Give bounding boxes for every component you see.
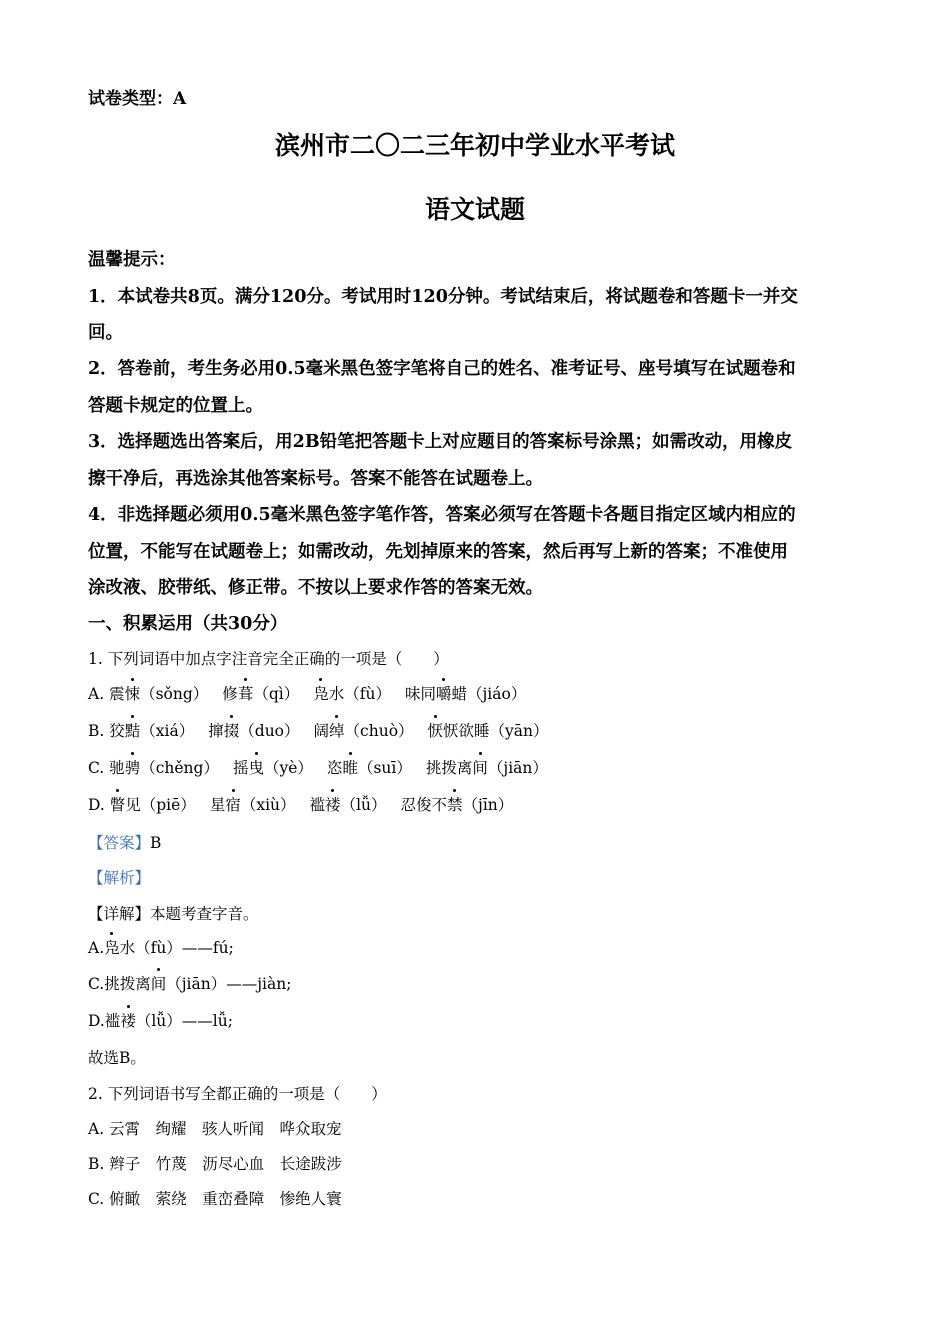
dotted-char: 睢 (342, 756, 358, 778)
question-1-option-d (88, 793, 513, 815)
question-2-option-c: C. 俯瞰 萦绕 重峦叠障 惨绝人寰 (88, 1190, 342, 1208)
word-text: 撺 (208, 722, 224, 740)
answer-line (88, 831, 161, 853)
explanation-text: D.褴 (88, 1012, 121, 1030)
notice-line: 位置，不能写在试题卷上；如需改动，先划掉原来的答案，然后再写上新的答案；不准使用 (88, 542, 788, 562)
pinyin-text: 见（piē） (125, 796, 196, 814)
explanation-text: （lǚ）——lǚ; (135, 1012, 233, 1030)
dotted-char: 宿 (225, 793, 241, 815)
dotted-char: 葺 (238, 682, 254, 704)
exam-title: 滨州市二〇二三年初中学业水平考试 (274, 131, 675, 160)
dotted-char: 间 (472, 756, 488, 778)
dotted-char: 曳 (248, 756, 264, 778)
pinyin-text: （yè） (263, 759, 313, 777)
pinyin-text: （xiù） (240, 796, 296, 814)
dotted-char: 黠 (125, 719, 141, 741)
dotted-char: 绰 (329, 719, 345, 741)
dotted-char: 凫 (104, 936, 120, 958)
dotted-char: 嚼 (436, 682, 452, 704)
explanation-text: 水（fù）——fú; (119, 939, 234, 957)
answer-value: B (150, 834, 162, 852)
dotted-char: 骋 (125, 756, 141, 778)
dotted-char: 褛 (325, 793, 341, 815)
section-heading: 一、积累运用（共30分） (88, 614, 288, 634)
question-1-option-c (88, 756, 548, 778)
pinyin-text: （jiān） (487, 759, 548, 777)
option-label: A. (88, 685, 110, 703)
exam-subtitle: 语文试题 (424, 195, 525, 224)
dotted-char: 凫 (313, 682, 329, 704)
word-text: 挑拨离 (425, 759, 473, 777)
word-text: 驰 (109, 759, 125, 777)
question-1-option-a (88, 682, 526, 704)
dotted-char: 悚 (125, 682, 141, 704)
explanation-line (88, 972, 291, 994)
question-1-option-b (88, 719, 549, 741)
pinyin-text: （lǚ） (340, 796, 387, 814)
notice-line: 1．本试卷共8页。满分120分。考试用时120分钟。考试结束后，将试题卷和答题卡一并交 (88, 287, 798, 307)
word-text: 阔 (313, 722, 330, 740)
notice-line: 回。 (88, 323, 123, 343)
notice-heading: 温馨提示： (88, 250, 176, 270)
dotted-char: 禁 (447, 793, 463, 815)
pinyin-text: （duo） (239, 722, 300, 740)
word-text: 星 (209, 796, 226, 814)
pinyin-text: （chěng） (140, 759, 219, 777)
question-2-option-b: B. 辫子 竹蔑 沥尽心血 长途跋涉 (88, 1155, 342, 1173)
notice-line: 答题卡规定的位置上。 (88, 396, 263, 416)
option-label: D. (88, 796, 110, 814)
explanation-text: C.挑拨离 (88, 975, 151, 993)
notice-line: 4．非选择题必须用0.5毫米黑色签字笔作答，答案必须写在答题卡各题目指定区域内相应的 (88, 505, 796, 525)
explanation-text: A. (88, 939, 105, 957)
conclusion-line: 故选B。 (88, 1049, 146, 1067)
dotted-char: 褛 (120, 1009, 136, 1031)
notice-line: 擦干净后，再选涂其他答案标号。答案不能答在试题卷上。 (88, 469, 543, 489)
word-text: 恣 (326, 759, 343, 777)
option-label: C. (88, 759, 110, 777)
question-2-option-a: A. 云霄 绚耀 骇人听闻 哗众取宠 (88, 1120, 342, 1138)
notice-line: 涂改液、胶带纸、修正带。不按以上要求作答的答案无效。 (88, 578, 543, 598)
paper-type: 试卷类型：A (88, 89, 187, 109)
answer-tag: 【答案】 (88, 834, 151, 852)
notice-line: 3．选择题选出答案后，用2B铅笔把答题卡上对应题目的答案标号涂黑；如需改动，用橡皮 (88, 432, 793, 452)
dotted-char: 掇 (224, 719, 240, 741)
pinyin-text: （suī） (357, 759, 412, 777)
word-text: 震 (109, 685, 125, 703)
pinyin-text: 水（fù） (328, 685, 391, 703)
word-text: 摇 (232, 759, 249, 777)
pinyin-text: （xiá） (140, 722, 195, 740)
notice-line: 2．答卷前，考生务必用0.5毫米黑色签字笔将自己的姓名、准考证号、座号填写在试题卷和 (88, 359, 796, 379)
pinyin-text: 蜡（jiáo） (451, 685, 527, 703)
analysis-tag: 【解析】 (88, 869, 151, 887)
pinyin-text: （jīn） (462, 796, 514, 814)
pinyin-text: （qì） (253, 685, 300, 703)
dotted-char: 间 (151, 972, 167, 994)
question-2-stem: 2. 下列词语书写全都正确的一项是（ ） (88, 1085, 387, 1103)
pinyin-text: （chuò） (344, 722, 414, 740)
dotted-char: 恹 (428, 719, 444, 741)
question-1-stem: 1. 下列词语中加点字注音完全正确的一项是（ ） (88, 650, 449, 668)
option-label: B. (88, 722, 110, 740)
word-text: 褴 (309, 796, 326, 814)
pinyin-text: 恹欲睡（yān） (443, 722, 549, 740)
pinyin-text: （sǒng） (140, 685, 209, 703)
explanation-line (88, 936, 234, 958)
detail-line: 【详解】本题考查字音。 (88, 905, 259, 923)
word-text: 狡 (109, 722, 125, 740)
word-text: 味同 (404, 685, 436, 703)
dotted-char: 瞥 (110, 793, 126, 815)
explanation-text: （jiān）——jiàn; (166, 975, 292, 993)
explanation-line (88, 1009, 233, 1031)
word-text: 修 (222, 685, 238, 703)
word-text: 忍俊不 (400, 796, 448, 814)
